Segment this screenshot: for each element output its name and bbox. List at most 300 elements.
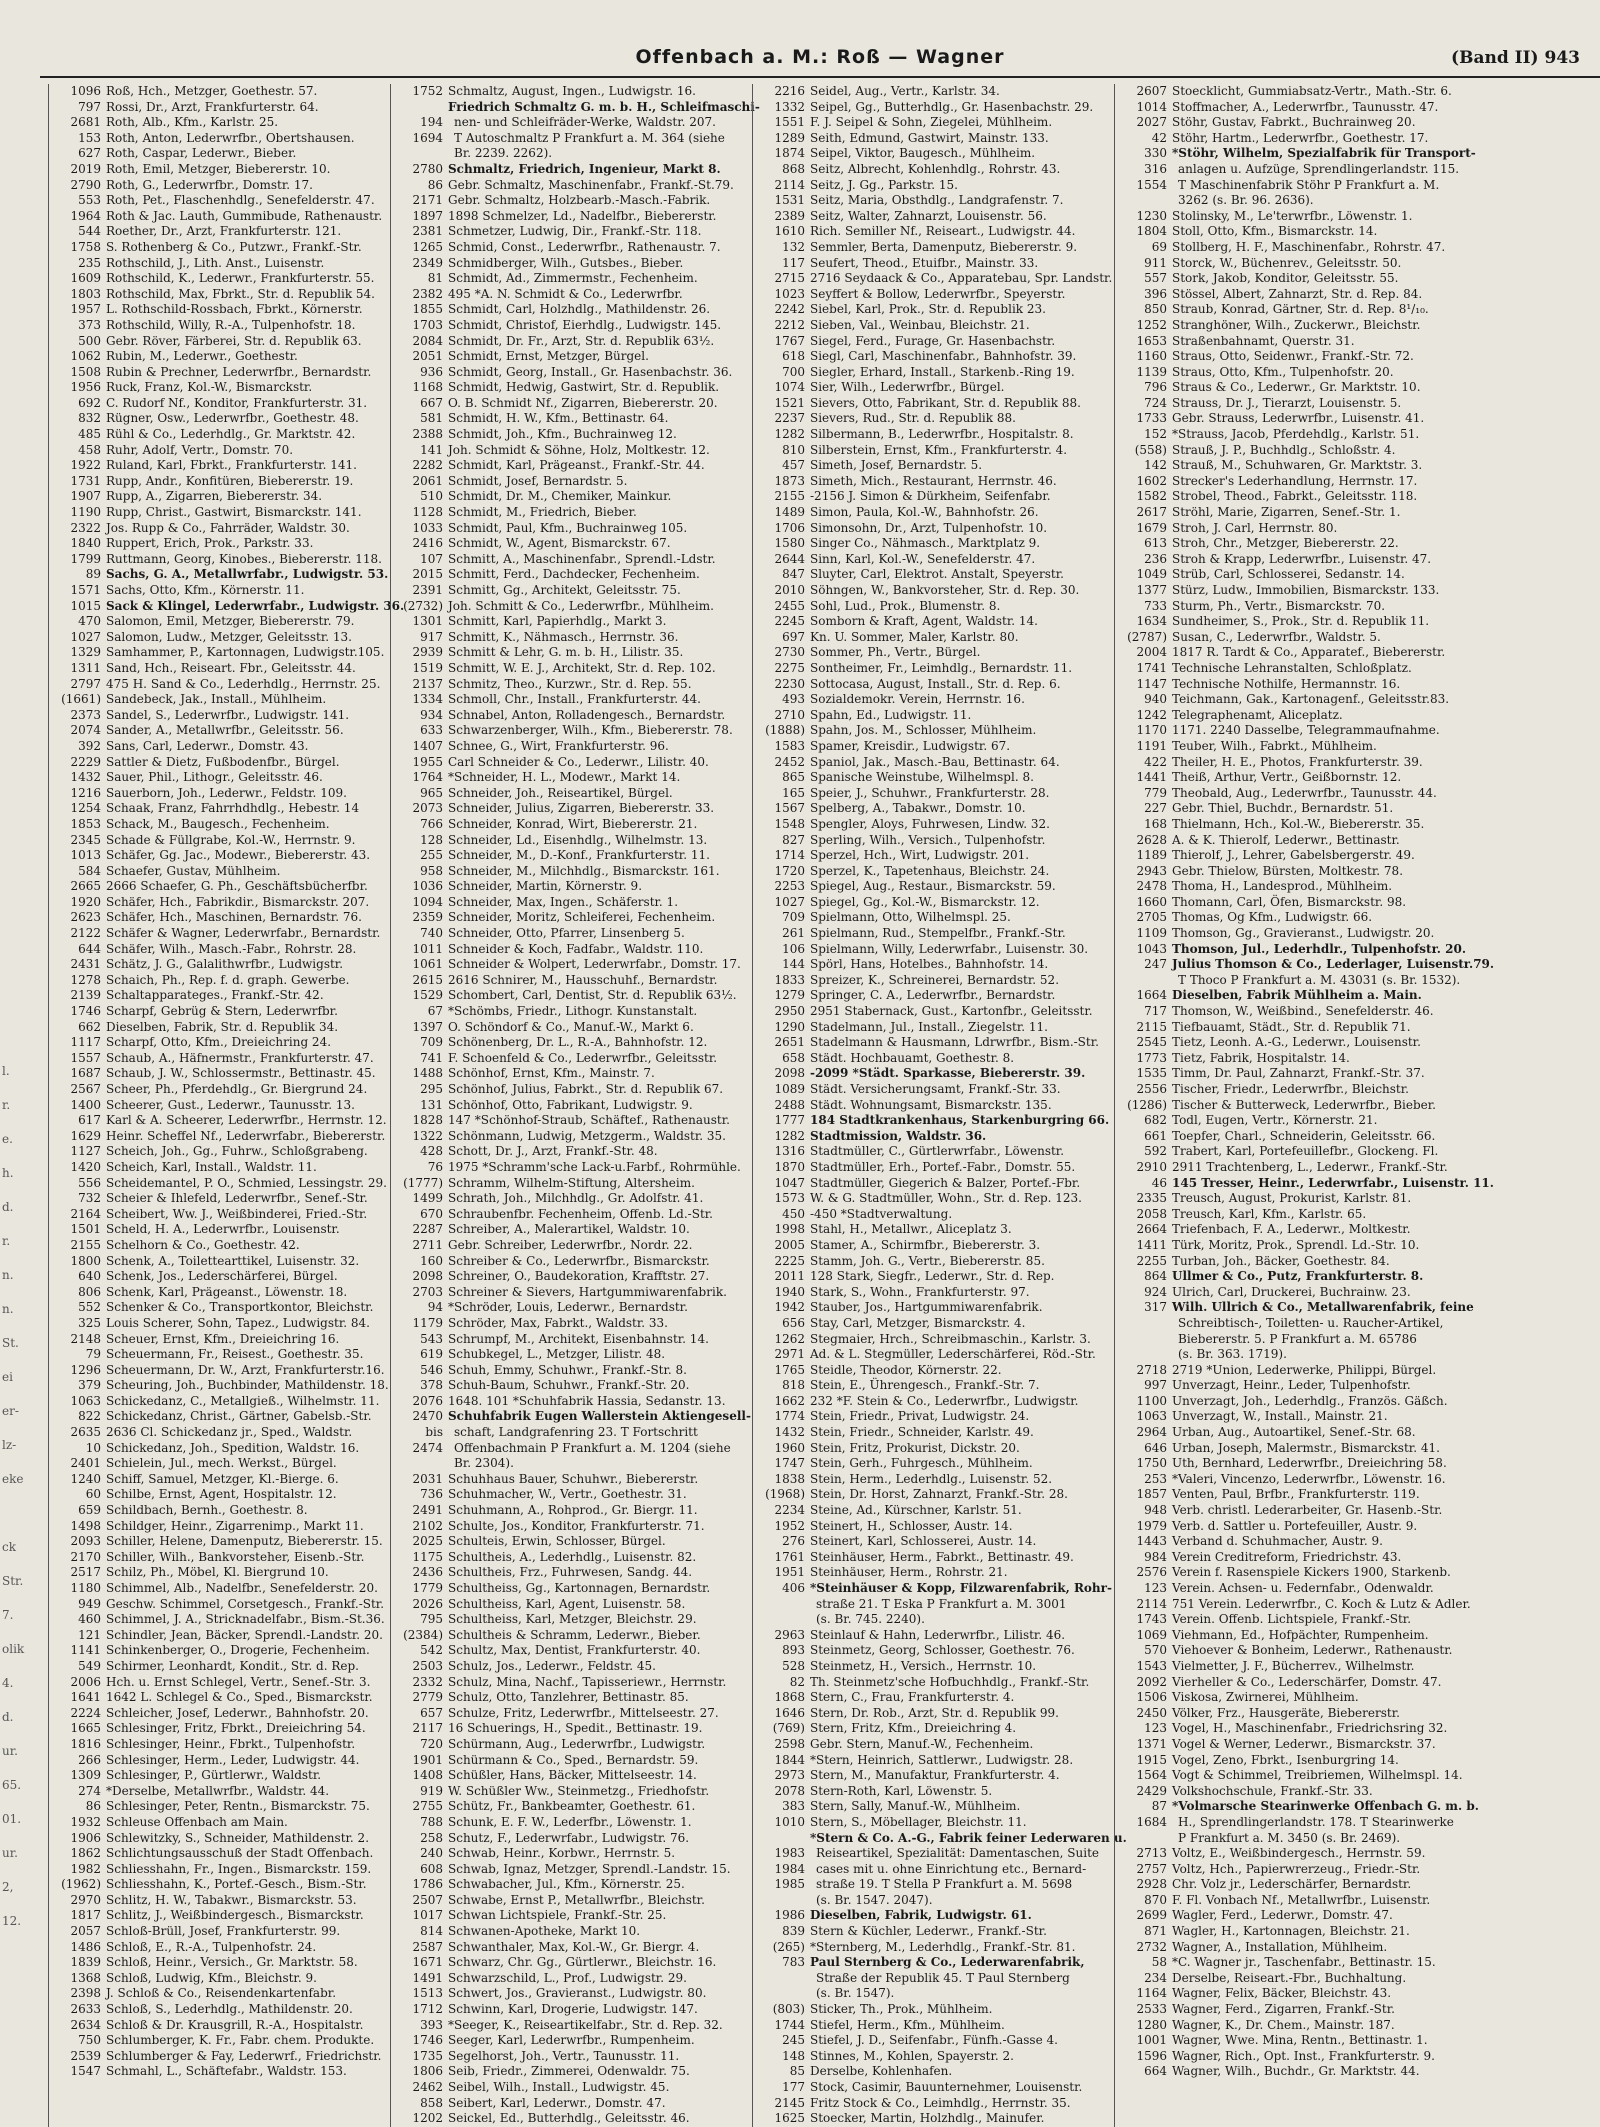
entry-text: Stein, Dr. Horst, Zahnarzt, Frankf.-Str. 28. (810, 1487, 1068, 1502)
phone-number: 700 (782, 364, 805, 379)
directory-entry (1121, 318, 1596, 334)
phone-number: 1557 (70, 1050, 101, 1065)
phone-number: 235 (78, 255, 101, 270)
phone-number: 2462 (412, 2080, 443, 2094)
phone-number: 1806 (412, 2064, 443, 2079)
directory-entry (55, 614, 386, 630)
directory-column-4 (1114, 84, 1600, 2127)
directory-entry (759, 1550, 1110, 1566)
entry-text: Sandel, S., Lederwrfbr., Ludwigstr. 141. (106, 707, 350, 722)
directory-entry (759, 1129, 1110, 1145)
directory-entry (1121, 2064, 1596, 2080)
phone-number: 949 (78, 1596, 101, 1611)
entry-text: Rothschild, J., Lith. Anst., Luisenstr. (106, 255, 325, 270)
directory-entry (397, 708, 748, 724)
entry-text: Schürmann, Aug., Lederwrfbr., Ludwigstr. (448, 1736, 706, 1751)
phone-number: 2730 (774, 645, 805, 660)
phone-number: 2416 (412, 536, 443, 551)
phone-number: 1010 (774, 1814, 805, 1829)
phone-number: 1571 (70, 583, 101, 597)
directory-entry (397, 1971, 748, 1987)
phone-number: 656 (782, 1315, 805, 1330)
entry-text: Schelhorn & Co., Goethestr. 42. (106, 1237, 300, 1252)
phone-number: 1486 (70, 1939, 101, 1954)
directory-entry (1121, 1238, 1596, 1254)
entry-text: Schreiner, O., Baudekoration, Krafftstr. 27. (448, 1269, 710, 1284)
directory-entry (759, 1425, 1110, 1441)
phone-number: 2436 (412, 1565, 443, 1580)
phone-number: 1840 (70, 536, 101, 551)
directory-entry (1121, 256, 1596, 272)
phone-number: 2171 (412, 193, 443, 208)
left-margin-fragments (0, 84, 48, 2127)
entry-text: Schliesshahn, Fr., Ingen., Bismarckstr. 159. (106, 1861, 372, 1876)
phone-number: 1779 (412, 1581, 443, 1595)
directory-entry (1121, 396, 1596, 412)
entry-text: (s. Br. 1547. 2047). (816, 1892, 933, 1907)
phone-number: 2332 (412, 1674, 443, 1689)
phone-number: 1684 (1136, 1814, 1167, 1829)
entry-text: Carl Schneider & Co., Lederwr., Lilistr. 40. (448, 754, 709, 769)
entry-text: Stein, Fritz, Prokurist, Dickstr. 20. (810, 1440, 1020, 1455)
directory-entry (397, 1176, 748, 1192)
phone-number: 2098 (774, 1066, 805, 1081)
entry-text: Schäfer, Hch., Maschinen, Bernardstr. 76. (106, 910, 362, 925)
directory-entry (759, 2064, 1110, 2080)
phone-number: 822 (78, 1409, 101, 1424)
directory-entry (1121, 84, 1596, 100)
entry-text: Wilh. Ullrich & Co., Metallwarenfabrik, feine (1172, 1300, 1474, 1315)
directory-entry (1121, 1472, 1596, 1488)
directory-entry (1121, 411, 1596, 427)
directory-entry (55, 1612, 386, 1628)
entry-text: Spielmann, Rud., Stempelfbr., Frankf.-Str. (810, 926, 1066, 941)
directory-entry (1121, 1051, 1596, 1067)
directory-entry (759, 302, 1110, 318)
entry-text: Telegraphenamt, Aliceplatz. (1172, 707, 1343, 722)
directory-entry (1121, 224, 1596, 240)
phone-number: 79 (85, 1347, 101, 1362)
entry-text: Storck, W., Büchenrev., Geleitsstr. 50. (1172, 255, 1402, 270)
directory-entry (397, 318, 748, 334)
entry-text: Schmidt, Joh., Kfm., Buchrainweg 12. (448, 427, 677, 442)
phone-number: 984 (1144, 1549, 1167, 1564)
entry-text: Scheuring, Joh., Buchbinder, Mathildenstr. 18. (106, 1378, 389, 1393)
directory-entry (1121, 1254, 1596, 1270)
entry-text: Samhammer, P., Kartonnagen, Ludwigstr.105. (106, 645, 385, 660)
phone-number: 2452 (774, 754, 805, 769)
entry-text: Ruttmann, Georg, Kinobes., Biebererstr. 118. (106, 551, 382, 566)
entry-text: Sattler & Dietz, Fußbodenfbr., Bürgel. (106, 754, 340, 769)
entry-text: Schwan Lichtspiele, Frankf.-Str. 25. (448, 1908, 667, 1923)
phone-number: 2073 (412, 801, 443, 816)
entry-text: Heinr. Scheffel Nf., Lederwrfabr., Biebererstr. (106, 1128, 386, 1143)
directory-entry (397, 349, 748, 365)
directory-entry (759, 833, 1110, 849)
phone-number: 871 (1144, 1924, 1167, 1939)
phone-number: 661 (1144, 1128, 1167, 1143)
entry-text: 1817 R. Tardt & Co., Apparatef., Biebererstr. (1172, 645, 1446, 660)
entry-text: Stadelmann & Hausmann, Ldrwrfbr., Bism.-Str. (810, 1035, 1099, 1050)
directory-entry (55, 583, 386, 599)
directory-entry (1121, 334, 1596, 350)
phone-number: 850 (1144, 302, 1167, 317)
directory-entry (55, 1425, 386, 1441)
directory-entry (759, 1565, 1110, 1581)
phone-number: 1127 (70, 1144, 101, 1159)
entry-text: Stadelmann, Jul., Install., Ziegelstr. 11. (810, 1019, 1048, 1034)
directory-entry (397, 2018, 748, 2034)
entry-text: Schlumberger & Fay, Lederwrf., Friedrichstr. (106, 2048, 382, 2063)
margin-fragment: n. (2, 1268, 14, 1282)
phone-number: 1521 (774, 395, 805, 410)
entry-text: Schielein, Jul., mech. Werkst., Bürgel. (106, 1456, 337, 1471)
phone-number: 965 (420, 785, 443, 800)
phone-number: 2401 (70, 1456, 101, 1471)
phone-number: 94 (427, 1300, 443, 1315)
entry-text: Spielmann, Otto, Wilhelmspl. 25. (810, 910, 1011, 925)
phone-number: 247 (1144, 957, 1167, 972)
entry-text: Straus, Otto, Seidenwr., Frankf.-Str. 72. (1172, 349, 1414, 364)
phone-number: 2098 (412, 1269, 443, 1284)
entry-text: Spengler, Aloys, Fuhrwesen, Lindw. 32. (810, 816, 1050, 831)
phone-number: 1758 (70, 239, 101, 254)
phone-number: 132 (782, 239, 805, 254)
entry-text: Sachs, Otto, Kfm., Körnerstr. 11. (106, 583, 305, 597)
phone-number: 276 (782, 1534, 805, 1549)
phone-number: 1955 (412, 754, 443, 769)
entry-text: Stern, C., Frau, Frankfurterstr. 4. (810, 1690, 1015, 1705)
directory-entry (55, 162, 386, 178)
phone-number: 1047 (774, 1175, 805, 1190)
entry-text: Schlesinger, Peter, Rentn., Bismarckstr. 75. (106, 1799, 370, 1814)
directory-entry (397, 84, 748, 100)
entry-text: Stark, S., Wohn., Frankfurterstr. 97. (810, 1284, 1030, 1299)
directory-entry (397, 879, 748, 895)
directory-entry (55, 864, 386, 880)
phone-number: 1746 (412, 2033, 443, 2048)
directory-entry (1121, 1285, 1596, 1301)
phone-number: 2084 (412, 333, 443, 348)
entry-text: Schickedanz, Joh., Spedition, Waldstr. 16. (106, 1440, 360, 1455)
directory-entry (759, 427, 1110, 443)
entry-text: Schilbe, Ernst, Agent, Hospitalstr. 12. (106, 1487, 337, 1502)
phone-number: 627 (78, 146, 101, 161)
entry-text: Uth, Bernhard, Lederwrfbr., Dreieichring 58. (1172, 1456, 1447, 1471)
directory-entry (759, 926, 1110, 942)
phone-number: 640 (78, 1269, 101, 1284)
directory-entry (55, 1519, 386, 1535)
directory-entry (397, 1550, 748, 1566)
margin-fragment: n. (2, 1302, 14, 1316)
entry-text: Verb. d. Sattler u. Portefeuiller, Austr. 9. (1172, 1518, 1418, 1533)
directory-entry (55, 1971, 386, 1987)
entry-text: Ruhr, Adolf, Vertr., Domstr. 70. (106, 442, 294, 457)
directory-entry (397, 1519, 748, 1535)
phone-number: 457 (782, 458, 805, 473)
entry-text: Thoma, H., Landesprod., Mühlheim. (1172, 879, 1393, 894)
phone-number: 2114 (1136, 1596, 1167, 1611)
entry-text: Schulz, Jos., Lederwr., Feldstr. 45. (448, 1658, 656, 1673)
phone-number: (2384) (403, 1627, 443, 1642)
directory-entry (1121, 1784, 1596, 1800)
directory-entry (397, 645, 748, 661)
directory-entry (759, 178, 1110, 194)
phone-number: 740 (420, 926, 443, 941)
directory-entry (55, 1222, 386, 1238)
directory-entry (759, 630, 1110, 646)
directory-entry (55, 334, 386, 350)
phone-number: 2963 (774, 1627, 805, 1642)
phone-number: 2074 (70, 723, 101, 738)
directory-entry (397, 1877, 748, 1893)
entry-text: Seitz, Walter, Zahnarzt, Louisenstr. 56. (810, 208, 1047, 223)
entry-text: 2616 Schnirer, M., Hausschuhf., Bernardstr. (448, 972, 718, 987)
phone-number: 911 (1144, 255, 1167, 270)
directory-entry (759, 583, 1110, 599)
entry-text: F. Schoenfeld & Co., Lederwrfbr., Geleitsstr. (448, 1050, 718, 1065)
entry-text: Trabert, Karl, Portefeuillefbr., Glockeng. Fl. (1172, 1144, 1439, 1159)
directory-entry (397, 209, 748, 225)
directory-entry (759, 1862, 1110, 1878)
directory-entry (55, 318, 386, 334)
entry-text: Schloß, S., Lederhdlg., Mathildenstr. 20. (106, 2002, 353, 2017)
entry-text: Friedrich Schmaltz G. m. b. H., Schleifmaschi- (448, 99, 760, 114)
entry-text: Stegmaier, Hrch., Schreibmaschin., Karlstr. 3. (810, 1331, 1091, 1346)
phone-number: 2093 (70, 1534, 101, 1549)
directory-entry (55, 1144, 386, 1160)
directory-entry (397, 786, 748, 802)
entry-text: Seib, Friedr., Zimmerei, Odenwaldr. 75. (448, 2064, 690, 2079)
entry-text: Voltz, Hch., Papierwrerzeug., Friedr.-Str. (1172, 1861, 1421, 1876)
entry-text: Schleuse Offenbach am Main. (106, 1814, 288, 1829)
phone-number: 67 (427, 1004, 443, 1019)
directory-entry (759, 1472, 1110, 1488)
directory-entry (1121, 988, 1596, 1004)
phone-number: 458 (78, 442, 101, 457)
phone-number: 2078 (774, 1783, 805, 1798)
entry-text: Schmoll, Chr., Install., Frankfurterstr. 44. (448, 692, 701, 707)
entry-text: Spahn, Jos. M., Schlosser, Mühlheim. (810, 723, 1037, 738)
entry-text: Susan, C., Lederwrfbr., Waldstr. 5. (1172, 629, 1381, 644)
directory-entry (397, 973, 748, 989)
phone-number: 2539 (70, 2048, 101, 2063)
entry-text: Söhngen, W., Bankvorsteher, Str. d. Rep. 30. (810, 583, 1080, 597)
entry-text: Kn. U. Sommer, Maler, Karlstr. 80. (810, 629, 1019, 644)
phone-number: 1942 (774, 1300, 805, 1315)
directory-entry (55, 755, 386, 771)
entry-text: Schinkenberger, O., Drogerie, Fechenheim. (106, 1643, 370, 1658)
directory-entry (397, 1066, 748, 1082)
phone-number: 392 (78, 738, 101, 753)
directory-entry (55, 1238, 386, 1254)
directory-entry (759, 645, 1110, 661)
margin-fragment: ei (2, 1370, 13, 1384)
directory-entry (55, 505, 386, 521)
entry-text: Unverzagt, W., Install., Mainstr. 21. (1172, 1409, 1388, 1424)
phone-number: 1252 (1136, 317, 1167, 332)
phone-number: 633 (420, 723, 443, 738)
phone-number: 2051 (412, 349, 443, 364)
entry-text: Schmidt, M., Friedrich, Bieber. (448, 505, 637, 520)
directory-entry (55, 1659, 386, 1675)
phone-number: 1309 (70, 1768, 101, 1783)
phone-number: 2681 (70, 115, 101, 130)
phone-number: 1033 (412, 520, 443, 535)
phone-number: 165 (782, 785, 805, 800)
directory-entry (759, 708, 1110, 724)
phone-number: 1714 (774, 848, 805, 863)
entry-text: Wagner, Rich., Opt. Inst., Frankfurterstr. 9. (1172, 2048, 1435, 2063)
phone-number: 682 (1144, 1113, 1167, 1128)
directory-entry (759, 1612, 1110, 1628)
entry-text: Stollberg, H. F., Maschinenfabr., Rohrstr. 47. (1172, 239, 1446, 254)
phone-number: 1582 (1136, 489, 1167, 504)
directory-entry (397, 334, 748, 350)
phone-number: 153 (78, 130, 101, 145)
directory-entry (397, 271, 748, 287)
directory-entry (55, 848, 386, 864)
phone-number: 783 (782, 1955, 805, 1970)
directory-entry (759, 365, 1110, 381)
phone-number: 1609 (70, 271, 101, 286)
entry-text: Schröder, Max, Fabrkt., Waldstr. 33. (448, 1315, 668, 1330)
entry-text: Steinert, H., Schlosser, Austr. 14. (810, 1518, 1013, 1533)
entry-text: Steine, Ad., Kürschner, Karlstr. 51. (810, 1503, 1022, 1518)
entry-text: Schade & Füllgrabe, Kol.-W., Herrnstr. 9. (106, 832, 356, 847)
directory-entry (1121, 1425, 1596, 1441)
phone-number: 2488 (774, 1097, 805, 1112)
phone-number: 1170 (1136, 723, 1167, 738)
directory-entry (55, 1378, 389, 1394)
entry-text: Stern, S., Möbellager, Bleichstr. 11. (810, 1814, 1027, 1829)
phone-number: 870 (1144, 1892, 1167, 1907)
directory-entry (397, 146, 748, 162)
directory-entry (55, 957, 386, 973)
entry-text: Schneider, Moritz, Schleiferei, Fechenheim. (448, 910, 716, 925)
directory-entry (1121, 1176, 1596, 1192)
phone-number: 2718 (1136, 1362, 1167, 1377)
directory-entry (55, 1363, 386, 1379)
phone-number: 592 (1144, 1144, 1167, 1159)
entry-text: Schlesinger, Heinr., Fbrkt., Tulpenhofstr. (106, 1736, 356, 1751)
entry-text: Todl, Eugen, Vertr., Körnerstr. 21. (1172, 1113, 1378, 1128)
entry-text: Schmidt, W., Agent, Bismarckstr. 67. (448, 536, 671, 551)
directory-column-1 (48, 84, 405, 2127)
entry-text: Stein, E., Ührengesch., Frankf.-Str. 7. (810, 1378, 1040, 1393)
directory-entry (1121, 1487, 1596, 1503)
directory-entry (55, 1472, 386, 1488)
directory-entry (759, 552, 1110, 568)
directory-entry (759, 1955, 1110, 1971)
entry-text: Schmitt, K., Nähmasch., Herrnstr. 36. (448, 629, 679, 644)
directory-entry (397, 739, 748, 755)
entry-text: Spanische Weinstube, Wilhelmspl. 8. (810, 770, 1034, 785)
entry-text: Gebr. Strauss, Lederwrfbr., Luisenstr. 41. (1172, 411, 1425, 426)
entry-text: Tietz, Leonh. A.-G., Lederwr., Louisenstr. (1172, 1035, 1421, 1050)
directory-entry (55, 209, 386, 225)
phone-number: 1583 (774, 738, 805, 753)
directory-entry (397, 489, 748, 505)
entry-text: Rühl & Co., Lederhdlg., Gr. Marktstr. 42. (106, 427, 356, 442)
entry-text: Schloß, Ludwig, Kfm., Bleichstr. 9. (106, 1970, 317, 1985)
entry-text: Salomon, Ludw., Metzger, Geleitsstr. 13. (106, 629, 352, 644)
phone-number: 1857 (1136, 1487, 1167, 1502)
entry-text: Karl & A. Scheerer, Lederwrfbr., Herrnstr. 12. (106, 1113, 387, 1128)
directory-entry (759, 1986, 1110, 2002)
directory-entry (55, 692, 386, 708)
directory-entry (1121, 1394, 1596, 1410)
entry-text: Joh. Schmidt & Söhne, Holz, Moltkestr. 12. (448, 442, 710, 457)
directory-entry (759, 848, 1110, 864)
directory-entry (397, 1347, 748, 1363)
directory-entry (759, 2033, 1110, 2049)
directory-entry (1121, 2033, 1596, 2049)
phone-number: 1664 (1136, 988, 1167, 1003)
entry-text: P Frankfurt a. M. 3450 (s. Br. 2469). (1178, 1830, 1401, 1845)
phone-number: 1316 (774, 1144, 805, 1159)
directory-entry (1121, 723, 1596, 739)
directory-entry (759, 1690, 1110, 1706)
phone-number: 2117 (412, 1721, 443, 1736)
directory-entry (397, 1425, 748, 1441)
directory-entry (1121, 1612, 1596, 1628)
directory-entry (759, 162, 1110, 178)
directory-entry (759, 739, 1110, 755)
phone-number: 1799 (70, 551, 101, 566)
directory-entry (397, 1222, 748, 1238)
directory-entry (1121, 1721, 1596, 1737)
directory-entry (397, 1908, 748, 1924)
entry-text: Seitz, J. Gg., Parkstr. 15. (810, 177, 958, 192)
entry-text: Schildger, Heinr., Zigarrenimp., Markt 11. (106, 1518, 364, 1533)
directory-entry (55, 723, 386, 739)
phone-number: 613 (1144, 536, 1167, 551)
phone-number: 2114 (774, 177, 805, 192)
entry-text: Seickel, Ed., Butterhdlg., Geleitsstr. 46. (448, 2111, 690, 2126)
directory-entry (1121, 599, 1596, 615)
entry-text: Dieselben, Fabrik, Str. d. Republik 34. (106, 1019, 339, 1034)
margin-fragment: ck (2, 1540, 16, 1554)
entry-text: Schmahl, L., Schäftefabr., Waldstr. 153. (106, 2064, 347, 2079)
directory-entry (397, 1456, 748, 1472)
entry-text: Seufert, Theod., Etuifbr., Mainstr. 33. (810, 255, 1039, 270)
directory-entry (55, 942, 386, 958)
phone-number: 1499 (412, 1191, 443, 1206)
directory-entry (55, 770, 386, 786)
directory-entry (397, 1597, 748, 1613)
directory-entry (1121, 162, 1596, 178)
entry-text: Strauß, M., Schuhwaren, Gr. Marktstr. 3. (1172, 458, 1423, 473)
directory-entry (1121, 1675, 1596, 1691)
directory-entry (1121, 1940, 1596, 1956)
directory-entry (397, 567, 748, 583)
entry-text: Br. 2239. 2262). (454, 146, 553, 161)
phone-number: 2939 (412, 645, 443, 660)
entry-text: Thielmann, Hch., Kol.-W., Biebererstr. 35. (1172, 816, 1425, 831)
phone-number: 1278 (70, 972, 101, 987)
entry-text: 16 Schuerings, H., Spedit., Bettinastr. 19. (448, 1721, 703, 1736)
entry-text: 128 Stark, Siegfr., Lederwr., Str. d. Rep. (810, 1269, 1055, 1284)
phone-number: 1254 (70, 801, 101, 816)
margin-fragment: olik (2, 1642, 25, 1656)
phone-number: 2225 (774, 1253, 805, 1268)
entry-text: Schneider, Ld., Eisenhdlg., Wilhelmstr. 13. (448, 832, 708, 847)
entry-text: Dieselben, Fabrik, Ludwigstr. 61. (810, 1908, 1032, 1923)
phone-number: 556 (78, 1175, 101, 1190)
directory-entry (55, 1332, 386, 1348)
entry-text: Stern, Dr. Rob., Arzt, Str. d. Republik 99. (810, 1705, 1059, 1720)
